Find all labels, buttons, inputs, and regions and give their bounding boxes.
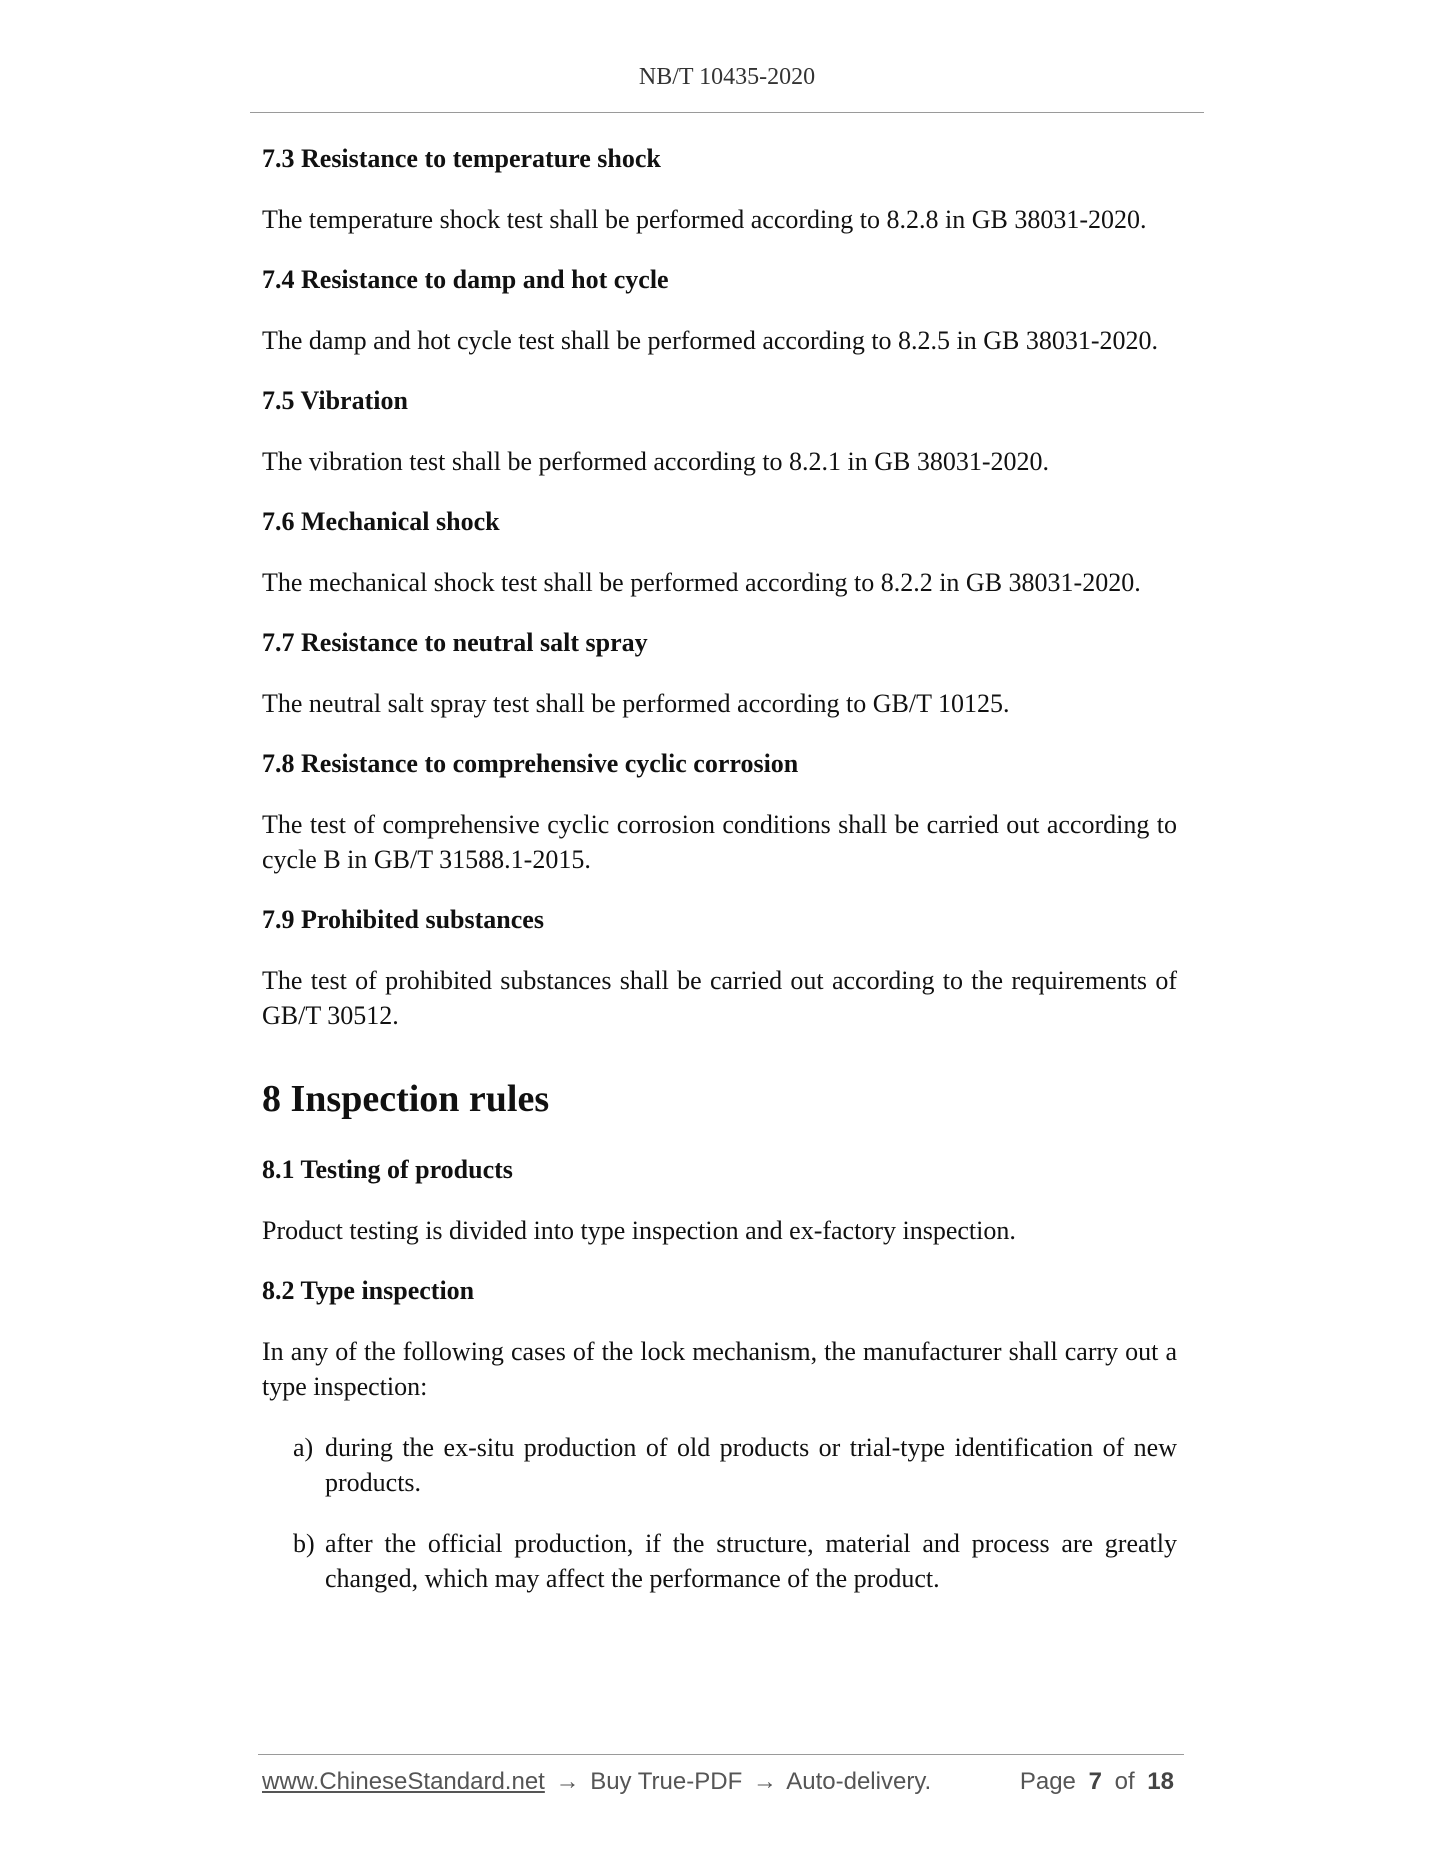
section-7-7 bbox=[262, 626, 1177, 721]
current-page-number: 7 bbox=[1088, 1768, 1102, 1795]
section-heading: 8.1 Testing of products bbox=[262, 1155, 513, 1184]
section-paragraph: The test of comprehensive cyclic corrosion conditions shall be carried out according to cycle B in GB/T 31588.1-2015. bbox=[262, 810, 1177, 874]
section-heading: 7.7 Resistance to neutral salt spray bbox=[262, 628, 648, 657]
header-divider bbox=[250, 112, 1204, 113]
list-item-text: during the ex-situ production of old products or trial-type identification of new products. bbox=[325, 1433, 1177, 1497]
footer-divider bbox=[258, 1754, 1184, 1755]
arrow-right-icon: → bbox=[752, 1768, 777, 1795]
section-7-5 bbox=[262, 384, 1177, 479]
page-content bbox=[262, 142, 1177, 1622]
section-heading: 7.8 Resistance to comprehensive cyclic corrosion bbox=[262, 749, 799, 778]
chapter-title: 8 Inspection rules bbox=[262, 1078, 550, 1120]
section-paragraph: The temperature shock test shall be performed according to 8.2.8 in GB 38031-2020. bbox=[262, 205, 1147, 234]
list-item bbox=[262, 1430, 1177, 1500]
page-counter bbox=[1020, 1768, 1180, 1796]
list-marker: a) bbox=[293, 1433, 314, 1462]
document-number-header: NB/T 10435-2020 bbox=[638, 64, 816, 90]
section-paragraph: The neutral salt spray test shall be performed according to GB/T 10125. bbox=[262, 689, 1010, 718]
section-paragraph: In any of the following cases of the lock mechanism, the manufacturer shall carry out a type inspection: bbox=[262, 1337, 1177, 1401]
section-paragraph: Product testing is divided into type inspection and ex-factory inspection. bbox=[262, 1216, 1016, 1245]
arrow-right-icon: → bbox=[555, 1768, 580, 1795]
section-heading: 7.6 Mechanical shock bbox=[262, 507, 500, 536]
section-heading: 7.3 Resistance to temperature shock bbox=[262, 144, 661, 173]
list-item-text: after the official production, if the structure, material and process are greatly changed, which may affect the performance of the product. bbox=[325, 1529, 1177, 1593]
list-item bbox=[262, 1526, 1177, 1596]
site-link[interactable]: www.ChineseStandard.net bbox=[262, 1768, 545, 1795]
auto-delivery-text: Auto-delivery. bbox=[786, 1768, 932, 1795]
section-paragraph: The test of prohibited substances shall be carried out according to the requirements of GB/T 30512. bbox=[262, 966, 1177, 1030]
list-marker: b) bbox=[293, 1529, 315, 1558]
section-paragraph: The damp and hot cycle test shall be performed according to 8.2.5 in GB 38031-2020. bbox=[262, 326, 1159, 355]
section-paragraph: The vibration test shall be performed according to 8.2.1 in GB 38031-2020. bbox=[262, 447, 1050, 476]
section-7-8 bbox=[262, 747, 1177, 877]
section-7-6 bbox=[262, 505, 1177, 600]
section-8-2 bbox=[262, 1274, 1177, 1596]
section-8-1 bbox=[262, 1153, 1177, 1248]
section-7-3 bbox=[262, 142, 1177, 237]
section-7-4 bbox=[262, 263, 1177, 358]
section-paragraph: The mechanical shock test shall be performed according to 8.2.2 in GB 38031-2020. bbox=[262, 568, 1141, 597]
section-heading: 7.4 Resistance to damp and hot cycle bbox=[262, 265, 669, 294]
buy-true-pdf-text: Buy True-PDF bbox=[590, 1768, 743, 1795]
section-heading: 8.2 Type inspection bbox=[262, 1276, 475, 1305]
page-label: Page bbox=[1019, 1768, 1076, 1795]
of-label: of bbox=[1114, 1768, 1135, 1795]
footer-promo bbox=[262, 1768, 931, 1796]
page-footer bbox=[262, 1768, 1180, 1804]
section-heading: 7.5 Vibration bbox=[262, 386, 408, 415]
total-pages-number: 18 bbox=[1147, 1768, 1174, 1795]
section-7-9 bbox=[262, 903, 1177, 1033]
section-heading: 7.9 Prohibited substances bbox=[262, 905, 544, 934]
